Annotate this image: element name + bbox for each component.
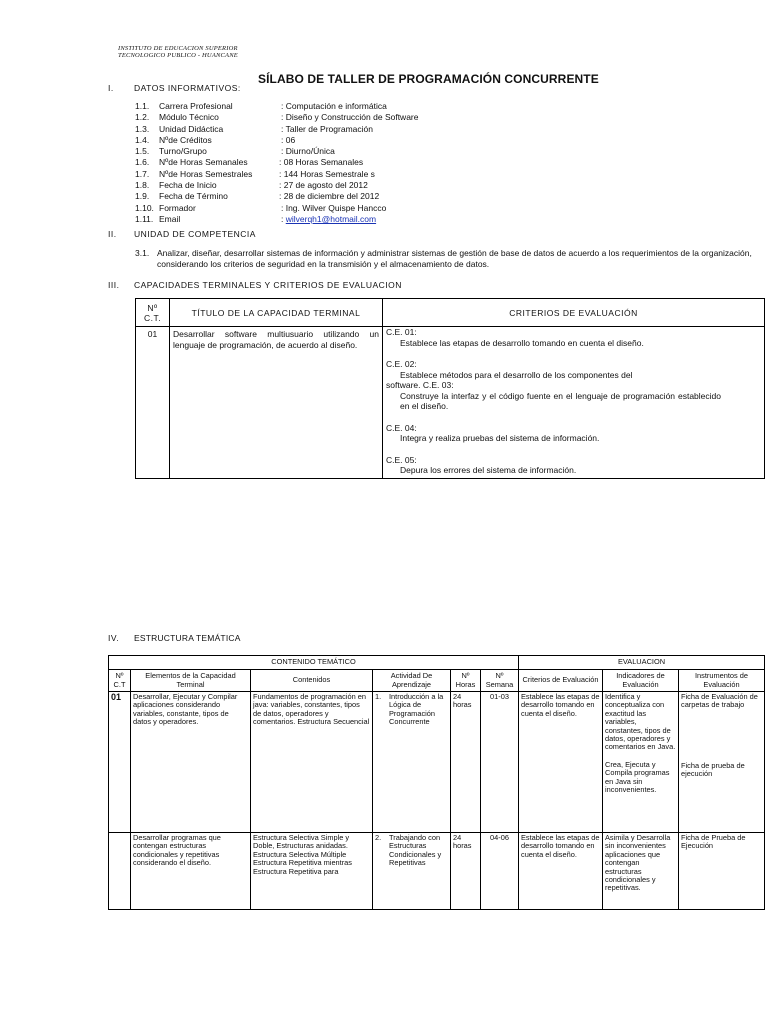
institution-line-1: INSTITUTO DE EDUCACION SUPERIOR bbox=[118, 45, 238, 52]
competence-number: 3.1. bbox=[135, 248, 150, 258]
info-key: Nºde Horas Semestrales bbox=[159, 168, 253, 179]
row-ct-number: 01 bbox=[109, 692, 131, 833]
info-value: : Diseño y Construcción de Software bbox=[281, 112, 419, 123]
row-ct-number bbox=[109, 833, 131, 910]
info-number: 1.3. bbox=[135, 123, 150, 134]
row-indicators bbox=[603, 692, 679, 833]
info-number: 1.4. bbox=[135, 134, 150, 145]
col-elements: Elementos de la Capacidad Terminal bbox=[131, 670, 251, 692]
info-number: 1.5. bbox=[135, 146, 150, 157]
info-key: Nºde Horas Semanales bbox=[159, 157, 248, 168]
criterion-text: Establece las etapas de desarrollo tomando en cuenta el diseño. bbox=[400, 337, 644, 348]
group-header-row bbox=[109, 656, 765, 670]
section-4-heading: ESTRUCTURA TEMÁTICA bbox=[134, 633, 241, 643]
info-row bbox=[0, 203, 768, 214]
col-criteria: Criterios de Evaluación bbox=[519, 670, 603, 692]
table-row bbox=[109, 833, 765, 910]
info-row bbox=[0, 157, 768, 168]
row-hours: 24 horas bbox=[451, 692, 481, 833]
capacity-title: Desarrollar software multiusuario utilizando un lenguaje de programación, de acuerdo al diseño. bbox=[170, 327, 383, 479]
section-2-number: II. bbox=[108, 229, 117, 239]
thematic-structure-table bbox=[108, 655, 765, 910]
info-value: : Diurno/Única bbox=[281, 146, 335, 157]
info-row bbox=[0, 214, 768, 225]
col-activity: Actividad De Aprendizaje bbox=[373, 670, 451, 692]
info-key: Unidad Didáctica bbox=[159, 123, 224, 134]
table-row bbox=[109, 692, 765, 833]
info-number: 1.10. bbox=[135, 202, 154, 213]
criterion-tail: software. C.E. 03: bbox=[386, 380, 454, 390]
row-weeks: 04-06 bbox=[481, 833, 519, 910]
col-weeks: Nº Semana bbox=[481, 670, 519, 692]
criterion-text: Establece métodos para el desarrollo de los componentes del bbox=[400, 369, 633, 380]
info-value: : 28 de diciembre del 2012 bbox=[279, 191, 380, 202]
info-number: 1.2. bbox=[135, 112, 150, 123]
criterion bbox=[386, 359, 761, 412]
header-criteria: CRITERIOS DE EVALUACIÓN bbox=[383, 299, 765, 327]
info-row bbox=[0, 124, 768, 135]
row-criteria: Establece las etapas de desarrollo tomando en cuenta el diseño. bbox=[519, 833, 603, 910]
criterion-text: Depura los errores del sistema de información. bbox=[400, 465, 577, 475]
criterion bbox=[386, 423, 761, 444]
institution-line-2: TECNOLOGICO PUBLICO - HUANCANE bbox=[118, 52, 238, 59]
info-row bbox=[0, 135, 768, 146]
info-key: Formador bbox=[159, 202, 196, 213]
capacities-header-row bbox=[136, 299, 765, 327]
info-value bbox=[281, 214, 376, 225]
criterion-text: Integra y realiza pruebas del sistema de información. bbox=[400, 433, 600, 443]
row-element: Desarrollar, Ejecutar y Compilar aplicaciones considerando variables, constante, tipos de datos y operadores. bbox=[131, 692, 251, 833]
info-number: 1.7. bbox=[135, 168, 150, 179]
section-1-heading: DATOS INFORMATIVOS: bbox=[134, 83, 241, 93]
section-4-number: IV. bbox=[108, 633, 120, 643]
capacities-table bbox=[135, 298, 765, 479]
col-contents: Contenidos bbox=[251, 670, 373, 692]
info-key: Fecha de Término bbox=[159, 191, 228, 202]
info-value: : 27 de agosto del 2012 bbox=[279, 180, 368, 191]
col-indicators: Indicadores de Evaluación bbox=[603, 670, 679, 692]
section-3-heading: CAPACIDADES TERMINALES Y CRITERIOS DE EVALUACION bbox=[134, 280, 402, 290]
document-title: SÍLABO DE TALLER DE PROGRAMACIÓN CONCURRENTE bbox=[258, 72, 599, 86]
info-number: 1.8. bbox=[135, 180, 150, 191]
row-weeks: 01-03 bbox=[481, 692, 519, 833]
activity-number: 1. bbox=[375, 692, 382, 701]
section-3-number: III. bbox=[108, 280, 120, 290]
info-row bbox=[0, 180, 768, 191]
criterion-code: C.E. 02: bbox=[386, 359, 417, 369]
row-activity bbox=[373, 833, 451, 910]
row-content: Fundamentos de programación en java: variables, constantes, tipos de datos, operadores y comentarios. Estructura Secuencial bbox=[251, 692, 373, 833]
instrument-text: Ficha de Evaluación de carpetas de trabajo bbox=[681, 692, 758, 710]
info-row bbox=[0, 101, 768, 112]
info-row bbox=[0, 191, 768, 202]
header-capacity-title: TÍTULO DE LA CAPACIDAD TERMINAL bbox=[170, 299, 383, 327]
section-1-number: I. bbox=[108, 83, 114, 93]
activity-number: 2. bbox=[375, 833, 382, 842]
column-header-row bbox=[109, 670, 765, 692]
instrument-text: Ficha de prueba de ejecución bbox=[681, 760, 745, 779]
competence-text: Analizar, diseñar, desarrollar sistemas de información y administrar sistemas de gestión de base de datos de acuerdo a los requerimientos de la organización, considerando los criterios de seguridad en la transmisión y el almacenamiento de datos. bbox=[157, 248, 752, 269]
criterion bbox=[386, 455, 761, 476]
info-row bbox=[0, 169, 768, 180]
email-prefix: : bbox=[281, 213, 286, 224]
header-ct-number: Nº C.T. bbox=[136, 299, 170, 327]
criterion bbox=[386, 327, 761, 348]
group-header-content: CONTENIDO TEMÁTICO bbox=[109, 656, 519, 670]
activity-text: Introducción a la Lógica de Programación Concurrente bbox=[389, 692, 444, 727]
info-key: Email bbox=[159, 213, 181, 224]
info-value: : 06 bbox=[281, 134, 296, 145]
row-content: Estructura Selectiva Simple y Doble, Estructuras anidadas. Estructura Selectiva Múltiple Estructura Repetitiva mientras Estructura Repetitiva para bbox=[251, 833, 373, 910]
indicator-text: Identifica y conceptualiza con exactitud las variables, constantes, tipos de datos, operadores y comentarios en Java. bbox=[605, 692, 676, 752]
row-hours: 24 horas bbox=[451, 833, 481, 910]
info-value: : Ing. Wilver Quispe Hancco bbox=[281, 202, 387, 213]
competence-paragraph bbox=[135, 248, 765, 270]
criteria-cell bbox=[383, 327, 765, 479]
col-hours: Nº Horas bbox=[451, 670, 481, 692]
activity-text: Trabajando con Estructuras Condicionales y Repetitivas bbox=[389, 833, 442, 868]
capacity-row bbox=[136, 327, 765, 479]
info-number: 1.9. bbox=[135, 191, 150, 202]
criterion-code: C.E. 04: bbox=[386, 422, 417, 433]
group-header-evaluation: EVALUACION bbox=[519, 656, 765, 670]
info-value: : Computación e informática bbox=[281, 101, 387, 111]
capacity-number: 01 bbox=[136, 327, 170, 479]
institution-header bbox=[118, 45, 238, 59]
indicator-text: Crea, Ejecuta y Compila programas en Java sin inconvenientes. bbox=[605, 759, 670, 795]
email-link[interactable]: wilverqh1@hotmail.com bbox=[285, 213, 377, 224]
info-list bbox=[0, 101, 768, 225]
col-instruments: Instrumentos de Evaluación bbox=[679, 670, 765, 692]
section-2-heading: UNIDAD DE COMPETENCIA bbox=[134, 229, 256, 239]
info-value: : 144 Horas Semestrale s bbox=[279, 168, 375, 179]
info-number: 1.6. bbox=[135, 157, 150, 168]
info-key: Carrera Profesional bbox=[159, 101, 233, 111]
criterion-code: C.E. 01: bbox=[386, 327, 417, 337]
info-key: Turno/Grupo bbox=[159, 146, 207, 157]
info-key: Módulo Técnico bbox=[159, 112, 219, 123]
criterion-code: C.E. 05: bbox=[386, 454, 417, 465]
row-indicators: Asimila y Desarrolla sin inconvenientes aplicaciones que contengan estructuras condicionales y repetitivas. bbox=[603, 833, 679, 910]
info-value: : Taller de Programación bbox=[281, 123, 373, 134]
row-instruments: Ficha de Prueba de Ejecución bbox=[679, 833, 765, 910]
criterion-text: Construye la interfaz y el código fuente en el lenguaje de programación establecido en el diseño. bbox=[400, 390, 721, 411]
row-activity bbox=[373, 692, 451, 833]
row-criteria: Establece las etapas de desarrollo tomando en cuenta el diseño. bbox=[519, 692, 603, 833]
row-element: Desarrollar programas que contengan estructuras condicionales y repetitivas considerando el diseño. bbox=[131, 833, 251, 910]
info-number: 1.1. bbox=[135, 101, 150, 111]
info-row bbox=[0, 146, 768, 157]
col-ct-number: Nº C.T bbox=[109, 670, 131, 692]
info-row bbox=[0, 112, 768, 123]
row-instruments bbox=[679, 692, 765, 833]
info-key: Fecha de Inicio bbox=[159, 180, 217, 191]
info-number: 1.11. bbox=[135, 213, 154, 224]
info-value: : 08 Horas Semanales bbox=[279, 157, 364, 168]
info-key: Nºde Créditos bbox=[159, 134, 212, 145]
